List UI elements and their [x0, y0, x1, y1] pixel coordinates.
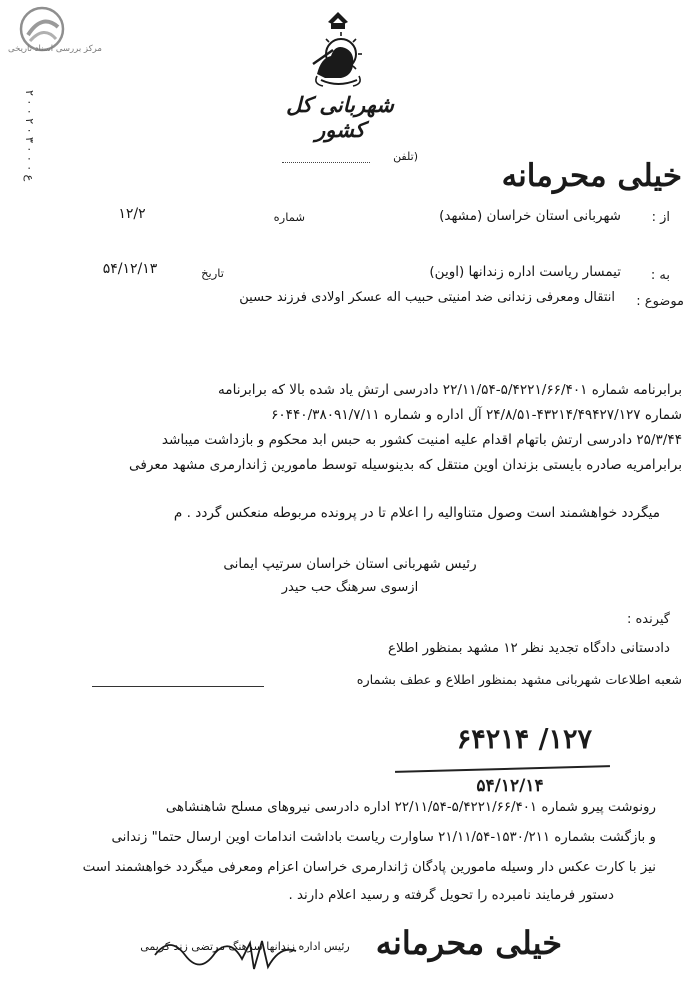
handwritten-number: ۱۲۷/ ۶۴۲۱۴	[456, 724, 592, 755]
letterhead-org-name: شهربانی کل کشور	[286, 92, 394, 142]
signatory-title: رئیس شهربانی استان خراسان سرتیپ ایمانی	[223, 556, 477, 572]
subject-label: موضوع :	[636, 294, 684, 309]
copy-line-3: نیز با کارت عکس دار وسیله مامورین پادگان ژاندارمری خراسان اعزام ومعرفی میگردد خواهشمند است	[82, 860, 656, 875]
handwritten-signature	[150, 925, 300, 975]
to-value: تیمسار ریاست اداره زندانها (اوین)	[429, 264, 621, 280]
from-value: شهربانی استان خراسان (مشهد)	[439, 208, 621, 224]
recipient-fill-line	[92, 686, 264, 687]
number-label: شماره	[273, 210, 305, 224]
classification-heading: خیلی محرمانه	[501, 158, 682, 194]
phone-label: (تلفن	[393, 150, 418, 163]
recipient-item-1: دادستانی دادگاه تجدید نظر ۱۲ مشهد بمنظور اطلاع	[388, 641, 670, 656]
date-value: ۵۴/۱۲/۱۳	[102, 261, 158, 277]
copy-line-1: رونوشت پیرو شماره ۵/۴۲۲۱/۶۶/۴۰۱-۲۲/۱۱/۵۴ اداره دادرسی نیروهای مسلح شاهنشاهی	[165, 800, 656, 815]
signatory-on-behalf: ازسوی سرهنگ حب حیدر	[281, 580, 419, 595]
phone-dotted-line	[282, 162, 370, 163]
footer-signature-text: رئیس اداره زندانها سرهنگ مرتضی زند کریمی	[140, 940, 350, 953]
copy-line-2: و بازگشت بشماره ۱۵۳۰/۲۱۱-۲۱/۱۱/۵۴ ساوارت ریاست باداشت اندامات اوین ارسال حتما" زندانی	[111, 830, 656, 845]
margin-number: ۲ ۰ ۰ ۲ ۰ ۳ ۰ ۰ ۰ ع	[23, 90, 36, 182]
handwritten-date: ۵۴/۱۲/۱۴	[476, 776, 544, 796]
to-label: به :	[650, 268, 670, 283]
body-line-5: میگردد خواهشمند است وصول متناوالیه را اعلام تا در پرونده مربوطه منعکس گردد . م	[173, 505, 660, 521]
lion-and-sun-emblem	[303, 8, 373, 88]
footer-classification-stamp: خیلی محرمانه	[375, 924, 562, 962]
subject-value: انتقال ومعرفی زندانی ضد امنیتی حبیب اله عسکر اولادی فرزند حسین	[239, 290, 615, 305]
body-line-2: شماره ۴۳۲۱۴/۴۹۴۲۷/۱۲۷-۲۴/۸/۵۱ آل اداره و شماره ۶۰۴۴۰/۳۸۰۹۱/۷/۱۱	[271, 407, 682, 423]
body-line-3: ۲۵/۳/۴۴ دادرسی ارتش باتهام اقدام علیه امنیت کشور به حبس ابد محکوم و بازداشت میباشد	[161, 432, 682, 448]
watermark-text: مرکز بررسی اسناد تاریخی	[8, 44, 102, 54]
body-line-4: برابرامریه صادره بایستی بزندان اوین منتقل که بدینوسیله توسط مامورین ژاندارمری مشهد معرفی	[128, 457, 682, 473]
date-label: تاریخ	[201, 266, 224, 280]
number-value: ۱۲/۲	[118, 206, 146, 222]
from-label: از :	[651, 210, 670, 225]
copy-line-4: دستور فرمایند نامبرده را تحویل گرفته و رسید اعلام دارند .	[288, 888, 614, 903]
recipients-label: گیرنده :	[626, 612, 670, 627]
body-line-1: برابرنامه شماره ۵/۴۲۲۱/۶۶/۴۰۱-۲۲/۱۱/۵۴ دادرسی ارتش یاد شده بالا که برابرنامه	[218, 382, 682, 398]
recipient-item-2: شعبه اطلاعات شهربانی مشهد بمنظور اطلاع و عطف بشماره	[356, 673, 682, 688]
handwritten-underline	[395, 765, 610, 773]
